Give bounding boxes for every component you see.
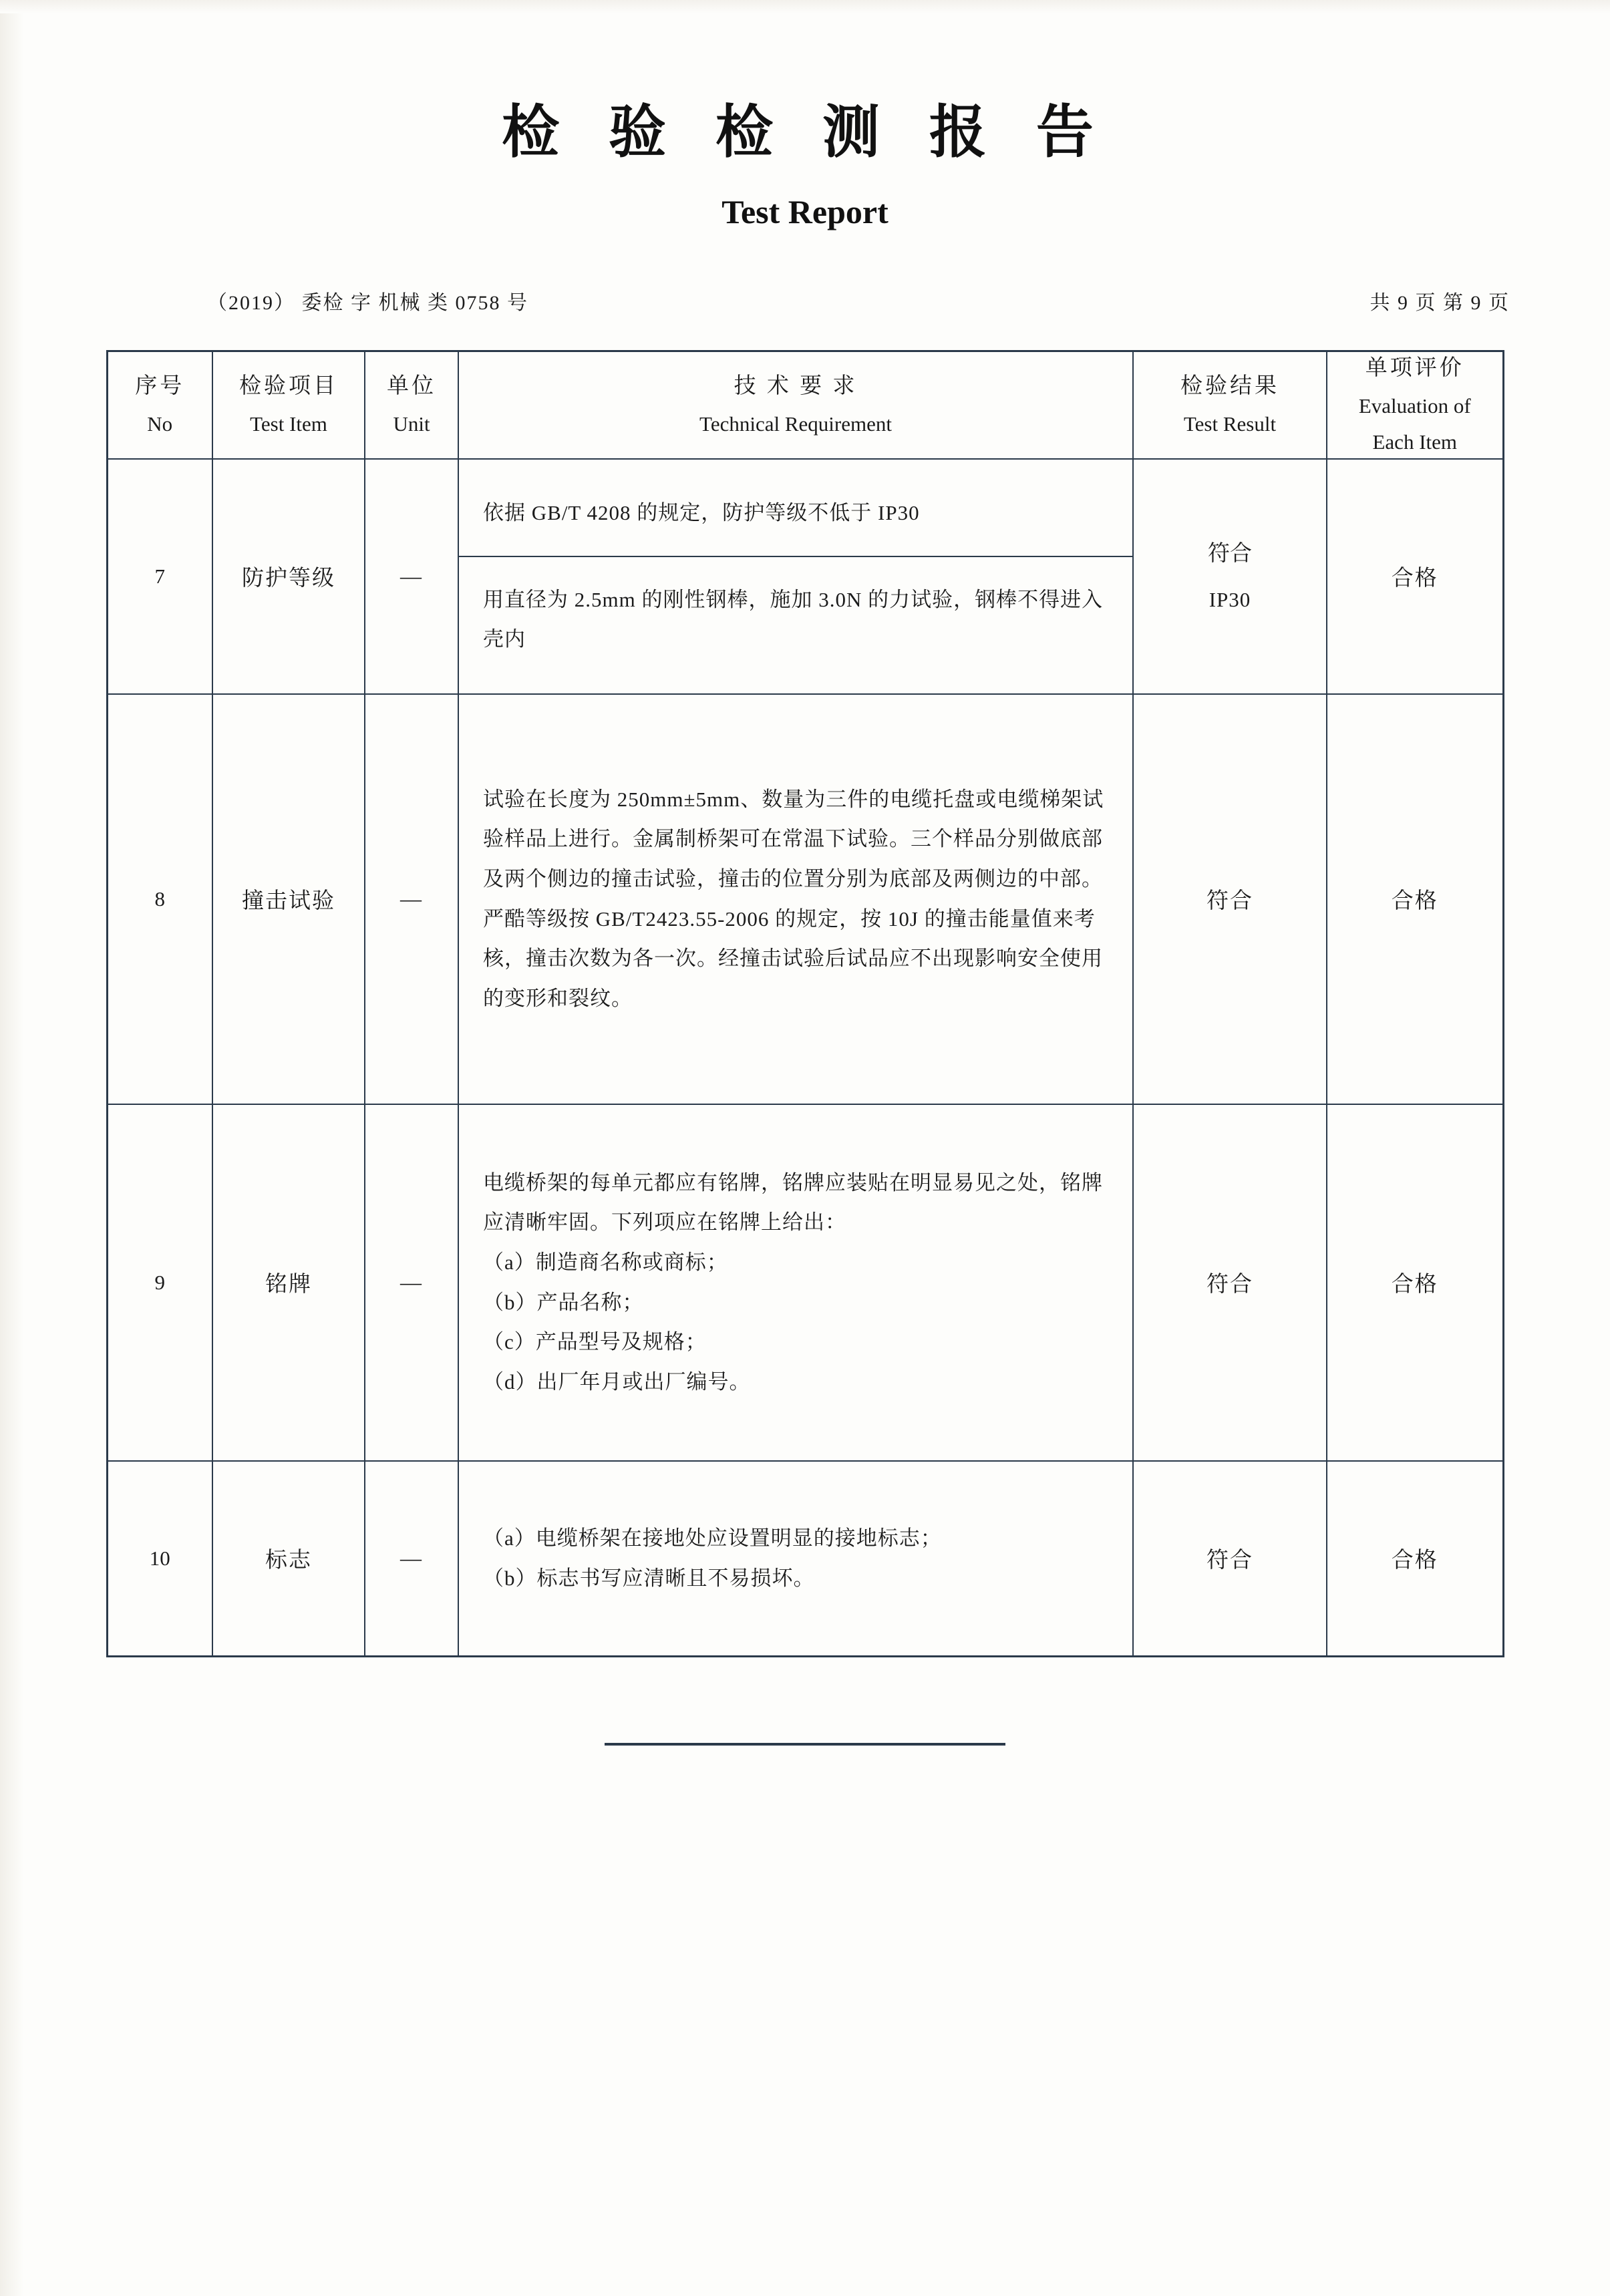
- cell-item-9: 铭牌: [212, 1104, 365, 1461]
- cell-result-7: [1133, 459, 1327, 694]
- requirement-item-9d: （d）出厂年月或出厂编号。: [483, 1369, 751, 1393]
- cell-result-8: 符合: [1133, 694, 1327, 1104]
- table-row: [107, 694, 1503, 1104]
- scan-edge-top: [0, 0, 1610, 13]
- requirement-part-2: 用直径为 2.5mm 的刚性钢棒，施加 3.0N 的力试验，钢棒不得进入壳内: [483, 587, 1104, 651]
- result-value-7: 符合: [1208, 542, 1252, 566]
- test-results-table: [106, 350, 1504, 1657]
- requirement-intro-9: 电缆桥架的每单元都应有铭牌，铭牌应装贴在明显易见之处，铭牌应清晰牢固。下列项应在铭牌上给出：: [483, 1170, 1103, 1235]
- cell-no-8: 8: [107, 694, 212, 1104]
- cell-result-10: 符合: [1133, 1461, 1327, 1657]
- result-detail-7: IP30: [1209, 587, 1251, 611]
- requirement-item-9b: （b）产品名称；: [483, 1290, 644, 1314]
- cell-requirement-8: [458, 694, 1133, 1104]
- cell-unit-7: —: [365, 459, 458, 694]
- column-header-test-item: 检验项目 Test Item: [212, 351, 365, 459]
- column-header-technical-requirement: 技 术 要 求 Technical Requirement: [458, 351, 1133, 459]
- cell-no-7: 7: [107, 459, 212, 694]
- cell-result-9: 符合: [1133, 1104, 1327, 1461]
- cell-evaluation-9: 合格: [1327, 1104, 1503, 1461]
- requirement-item-9c: （c）产品型号及规格；: [483, 1330, 707, 1354]
- cell-item-10: 标志: [212, 1461, 365, 1657]
- cell-unit-8: —: [365, 694, 458, 1104]
- requirement-text-9: [459, 1140, 1132, 1424]
- table-row: [107, 1461, 1503, 1657]
- requirement-text-10: [459, 1496, 1132, 1621]
- requirement-item-10b: （b）标志书写应清晰且不易损坏。: [483, 1566, 815, 1590]
- column-header-no: 序号 No: [107, 351, 212, 459]
- column-header-evaluation: 单项评价 Evaluation of Each Item: [1327, 351, 1503, 459]
- footer-divider: [605, 1743, 1005, 1746]
- page-subtitle: Test Report: [721, 193, 889, 230]
- table-row: [107, 1104, 1503, 1461]
- report-number: （2019） 委检 字 机械 类 0758 号: [207, 292, 528, 314]
- scan-edge-left: [0, 0, 24, 2296]
- cell-item-8: 撞击试验: [212, 694, 365, 1104]
- requirement-item-10a: （a）电缆桥架在接地处应设置明显的接地标志；: [483, 1526, 942, 1550]
- requirement-part-1: 依据 GB/T 4208 的规定，防护等级不低于 IP30: [459, 470, 1132, 557]
- cell-no-9: 9: [107, 1104, 212, 1461]
- cell-requirement-7: [458, 459, 1133, 694]
- page-number: 共 9 页 第 9 页: [1370, 292, 1510, 314]
- column-header-unit: 单位 Unit: [365, 351, 458, 459]
- cell-evaluation-8: 合格: [1327, 694, 1503, 1104]
- cell-requirement-9: [458, 1104, 1133, 1461]
- cell-no-10: 10: [107, 1461, 212, 1657]
- table-header-row: [107, 351, 1503, 459]
- report-meta: [207, 286, 1510, 318]
- table-row: [107, 459, 1503, 694]
- cell-evaluation-10: 合格: [1327, 1461, 1503, 1657]
- cell-requirement-10: [458, 1461, 1133, 1657]
- page-title: 检 验 检 测 报 告: [502, 98, 1108, 166]
- column-header-test-result: 检验结果 Test Result: [1133, 351, 1327, 459]
- cell-unit-10: —: [365, 1461, 458, 1657]
- cell-unit-9: —: [365, 1104, 458, 1461]
- cell-evaluation-7: 合格: [1327, 459, 1503, 694]
- requirement-text-8: 试验在长度为 250mm±5mm、数量为三件的电缆托盘或电缆梯架试验样品上进行。金属制桥架可在常温下试验。三个样品分别做底部及两个侧边的撞击试验，撞击的位置分别为底部及两侧边的中部。严酷等级按 GB/T2423.55-2006 的规定，按 10J 的撞击能量值来考核，撞击次数为各一次。经撞击试验后试品应不出现影响安全使用的变形和裂纹。: [483, 787, 1104, 1010]
- cell-item-7: 防护等级: [212, 459, 365, 694]
- requirement-item-9a: （a）制造商名称或商标；: [483, 1250, 728, 1274]
